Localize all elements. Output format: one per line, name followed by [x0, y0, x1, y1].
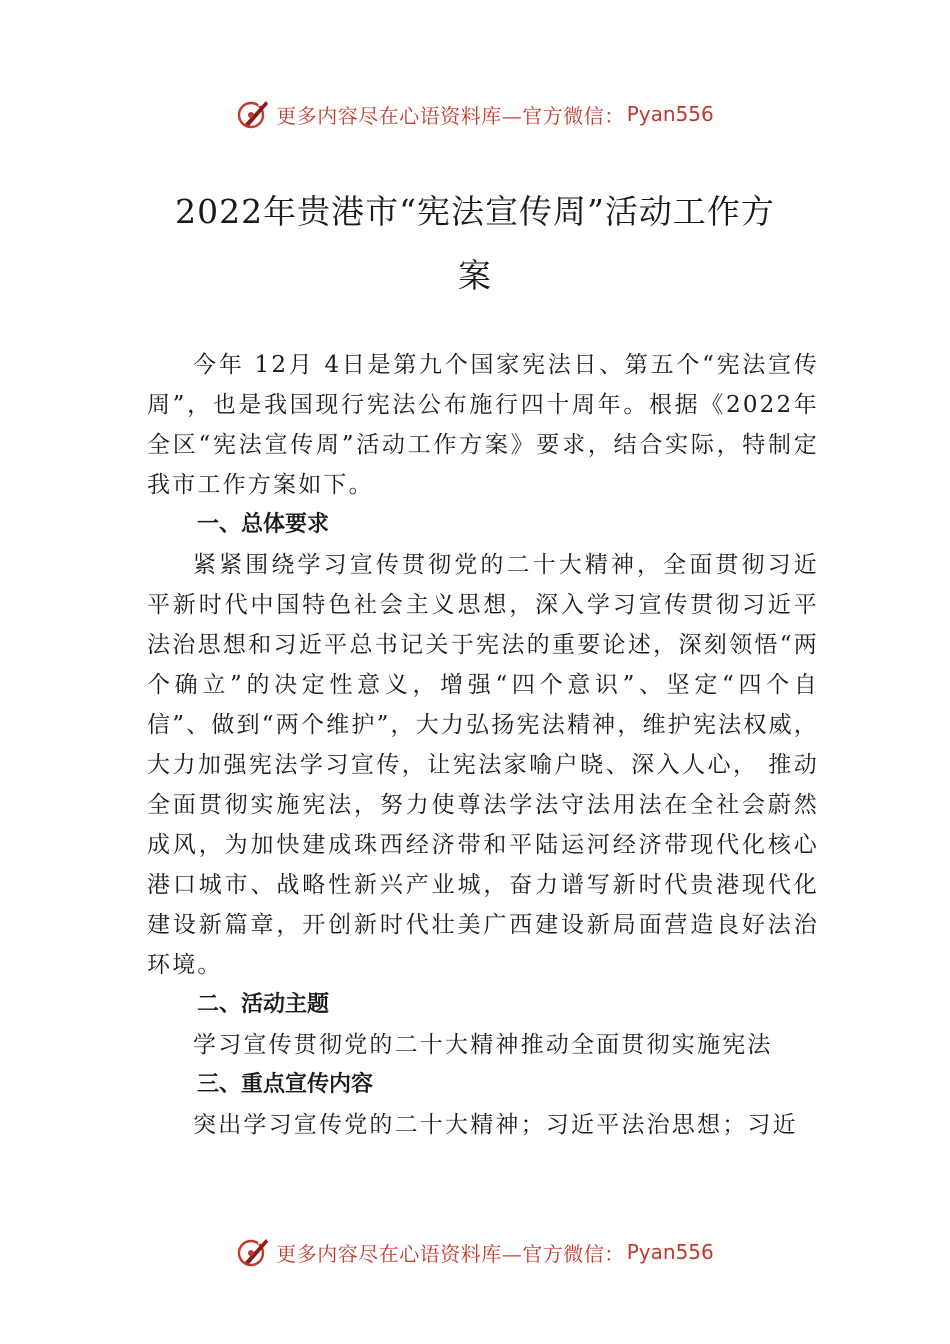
- section-body-2: 学习宣传贯彻党的二十大精神推动全面贯彻实施宪法: [193, 1032, 773, 1058]
- section-heading-1: 一、总体要求: [197, 512, 330, 537]
- document-body: [147, 345, 819, 1145]
- footer-banner: [0, 1232, 950, 1272]
- quill-pen-logo-icon: [236, 96, 272, 132]
- banner-text: 更多内容尽在心语资料库—官方微信：: [276, 103, 625, 128]
- wechat-id: Pyan556: [626, 1240, 714, 1264]
- wechat-id: Pyan556: [626, 102, 714, 126]
- title-line-2: 案: [458, 256, 492, 295]
- section-body-1: 紧紧围绕学习宣传贯彻党的二十大精神，全面贯彻习近平新时代中国特色社会主义思想，深入学习宣传贯彻习近平法治思想和习近平总书记关于宪法的重要论述，深刻领悟“两个确立”的决定性意义，增强“四个意识”、坚定“四个自信”、做到“两个维护”，大力弘扬宪法精神，维护宪法权威，大力加强宪法学习宣传，让宪法家喻户晓、深入人心， 推动全面贯彻实施宪法，努力使尊法学法守法用法在全社会蔚然成风，为加快建成珠西经济带和平陆运河经济带现代化核心港口城市、战略性新兴产业城，奋力谱写新时代贵港现代化建设新篇章，开创新时代壮美广西建设新局面营造良好法治环境。: [147, 552, 819, 978]
- section-body-3: 突出学习宣传党的二十大精神；习近平法治思想；习近: [193, 1112, 798, 1138]
- banner-text: 更多内容尽在心语资料库—官方微信：: [276, 1241, 625, 1266]
- intro-paragraph: 今年 12月 4日是第九个国家宪法日、第五个“宪法宣传周”，也是我国现行宪法公布施行四十周年。根据《2022年全区“宪法宣传周”活动工作方案》要求，结合实际，特制定我市工作方案如下。: [147, 352, 819, 498]
- quill-pen-logo-icon: [236, 1234, 272, 1270]
- header-banner: [0, 94, 950, 134]
- title-line-1: 2022年贵港市“宪法宣传周”活动工作方: [175, 192, 775, 231]
- section-heading-3: 三、重点宣传内容: [197, 1072, 374, 1097]
- section-heading-2: 二、活动主题: [197, 992, 330, 1017]
- document-title: [130, 180, 820, 308]
